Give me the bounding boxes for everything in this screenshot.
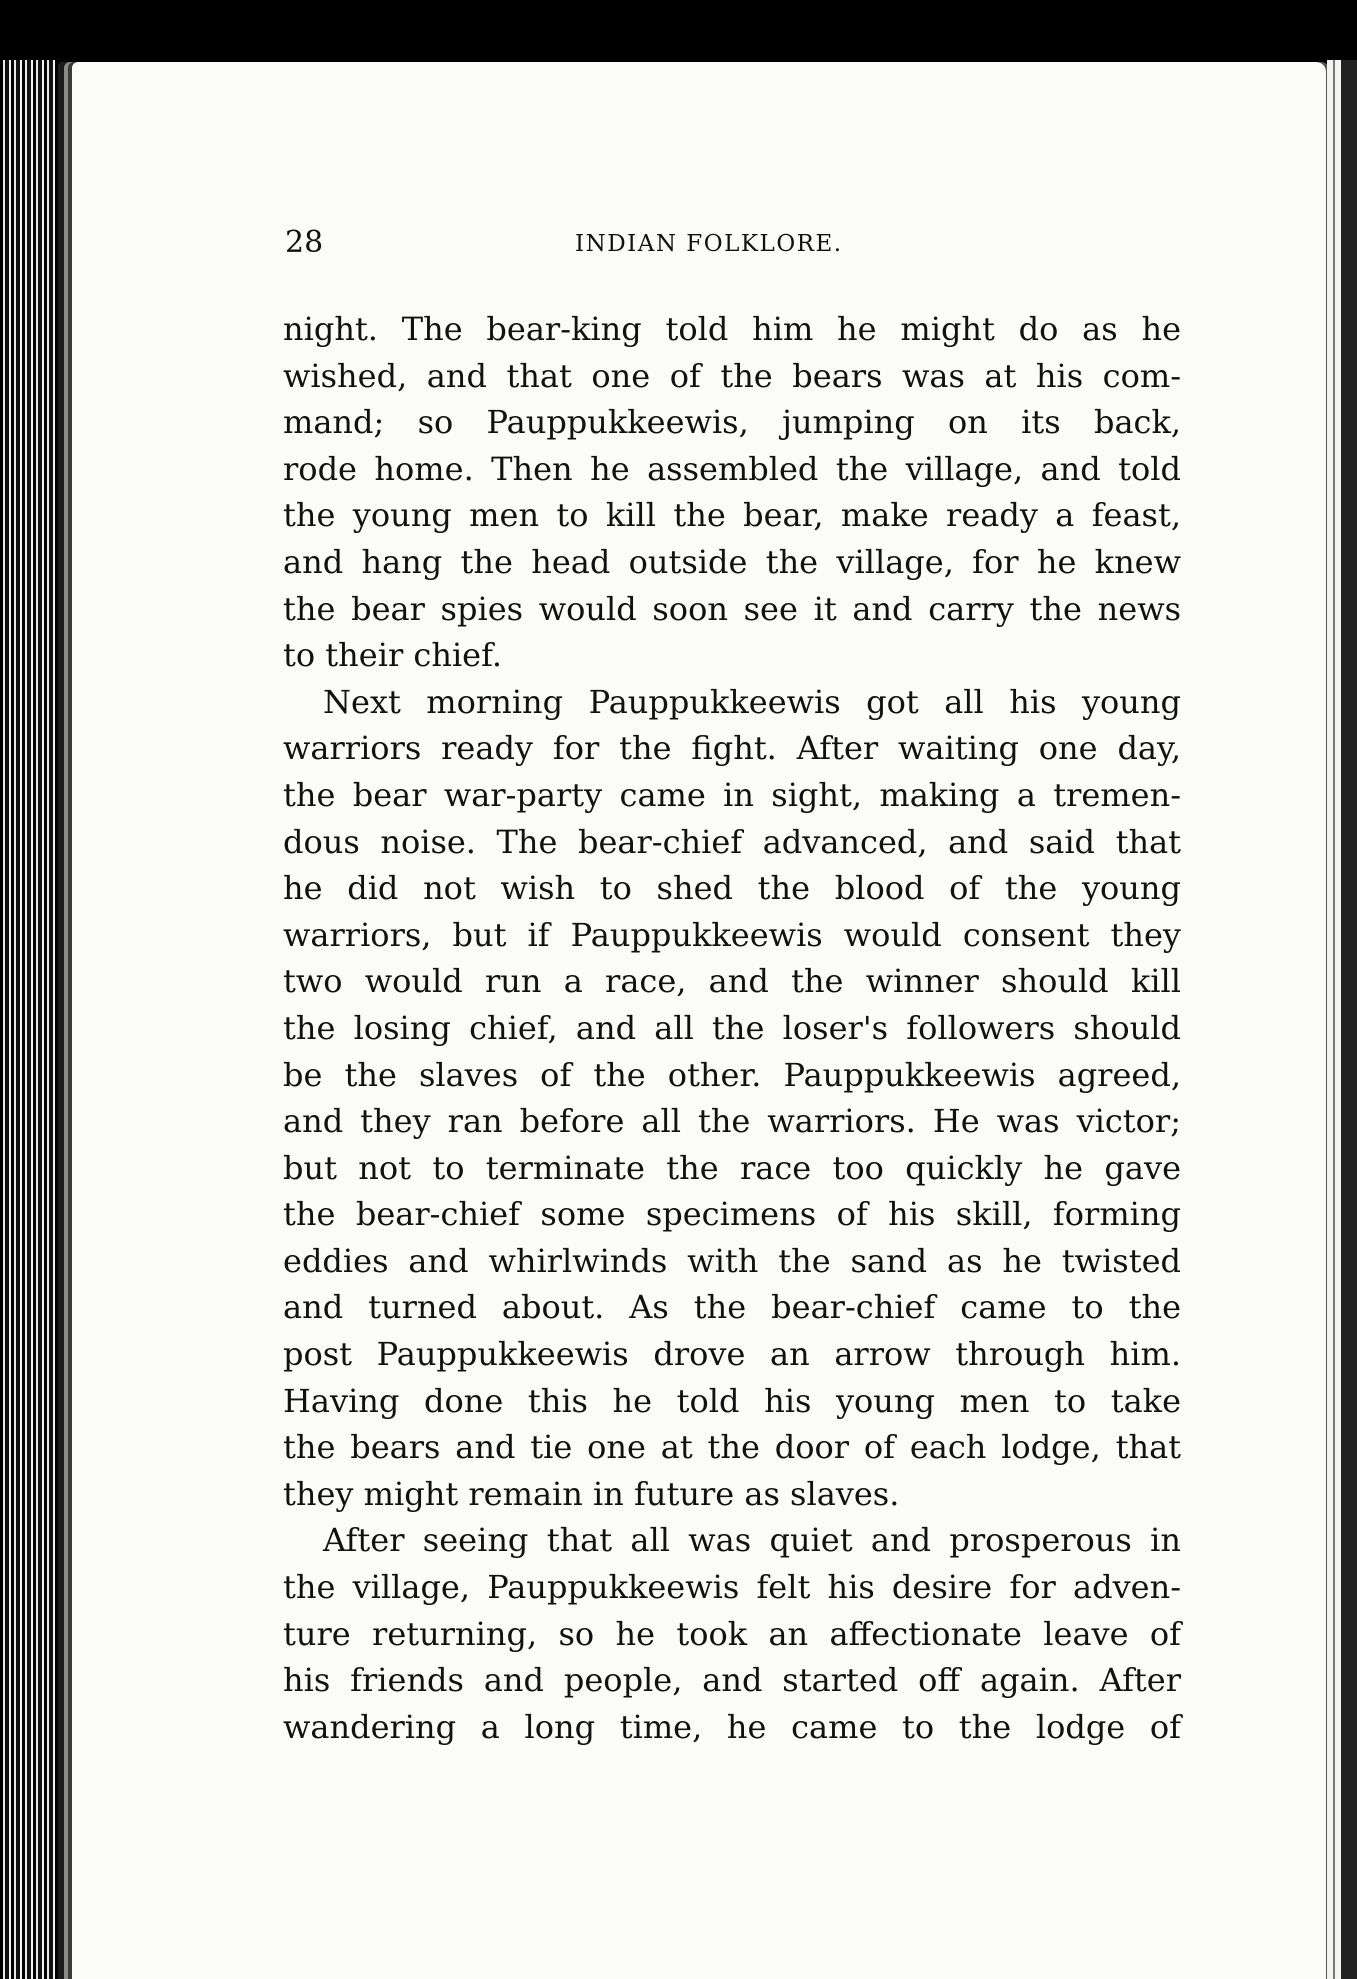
text-line: post Pauppukkeewis drove an arrow through him.	[283, 1335, 1181, 1374]
text-line: he did not wish to shed the blood of the young	[283, 869, 1181, 908]
text-line: his friends and people, and started off again. After	[283, 1661, 1181, 1700]
text-line: warriors, but if Pauppukkeewis would consent they	[283, 915, 1181, 954]
text-line: dous noise. The bear-chief advanced, and said that	[283, 822, 1181, 861]
text-line: Having done this he told his young men to take	[283, 1381, 1181, 1420]
text-line: be the slaves of the other. Pauppukkeewis agreed,	[283, 1055, 1181, 1094]
running-title: INDIAN FOLKLORE.	[575, 231, 843, 257]
text-line: rode home. Then he assembled the village, and told	[283, 449, 1181, 488]
book-binding-edge	[0, 60, 58, 1979]
text-line: the bear spies would soon see it and carry the news	[283, 589, 1181, 628]
page-number: 28	[285, 225, 324, 260]
text-line: the village, Pauppukkeewis felt his desire for adven-	[283, 1568, 1181, 1607]
text-line: to their chief.	[283, 636, 502, 675]
text-line: night. The bear-king told him he might do as he	[283, 310, 1181, 348]
text-line: two would run a race, and the winner should kill	[283, 962, 1181, 1001]
text-line: the losing chief, and all the loser's followers should	[283, 1008, 1181, 1047]
text-line: wished, and that one of the bears was at his com-	[283, 356, 1181, 395]
text-line: the bear war-party came in sight, making a tremen-	[283, 775, 1181, 814]
text-line: and they ran before all the warriors. He was victor;	[283, 1102, 1181, 1141]
paragraph-2	[283, 679, 1181, 1518]
page-right-edge	[1327, 60, 1357, 1979]
text-line: ture returning, so he took an affectionate leave of	[283, 1614, 1181, 1653]
text-line: eddies and whirlwinds with the sand as he twisted	[283, 1241, 1181, 1280]
text-line: the bear-chief some specimens of his skill, forming	[283, 1195, 1181, 1234]
paragraph-3	[283, 1517, 1181, 1750]
page-header	[285, 225, 1180, 275]
text-line: the young men to kill the bear, make ready a feast,	[283, 496, 1181, 535]
text-line: warriors ready for the fight. After waiting one day,	[283, 729, 1181, 768]
text-line: and turned about. As the bear-chief came to the	[283, 1288, 1181, 1327]
text-line: After seeing that all was quiet and prosperous in	[323, 1521, 1181, 1560]
text-line: but not to terminate the race too quickly he gave	[283, 1148, 1181, 1187]
text-line: mand; so Pauppukkeewis, jumping on its back,	[283, 403, 1181, 442]
text-line: Next morning Pauppukkeewis got all his young	[323, 682, 1181, 721]
paragraph-1	[283, 306, 1181, 679]
text-line: they might remain in future as slaves.	[283, 1474, 900, 1513]
text-line: the bears and tie one at the door of each lodge, that	[283, 1428, 1181, 1467]
body-text	[283, 306, 1181, 1750]
text-line: wandering a long time, he came to the lodge of	[283, 1707, 1181, 1746]
text-line: and hang the head outside the village, for he knew	[283, 542, 1181, 581]
